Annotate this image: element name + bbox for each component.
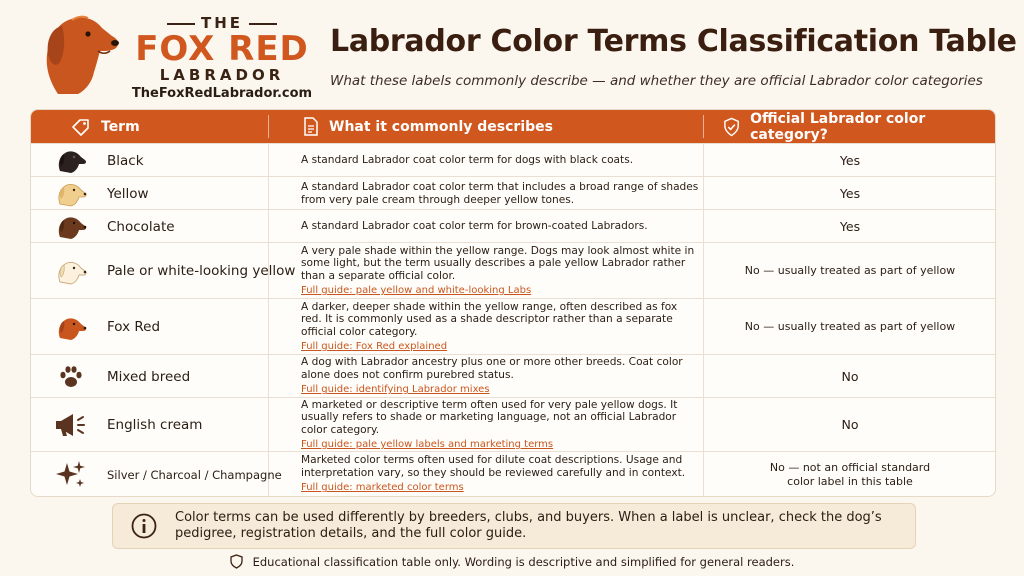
description-cell — [301, 355, 701, 398]
table-row — [31, 143, 995, 177]
description-text: A darker, deeper shade within the yellow range, often described as fox red. It is commonly used as a shade descriptor rather than a separate official color category. — [301, 300, 678, 338]
table-row — [31, 209, 995, 243]
table-row — [31, 451, 995, 497]
page-title: Labrador Color Terms Classification Table — [330, 24, 1017, 59]
table-row — [31, 397, 995, 452]
official-status: No — usually treated as part of yellow — [744, 320, 956, 333]
fox-red-lab-icon — [49, 299, 93, 355]
description-cell — [301, 144, 701, 177]
guide-link-marketed-color-terms[interactable]: Full guide: marketed color terms — [301, 482, 464, 494]
official-status: No — usually treated as part of yellow — [744, 264, 956, 277]
description-cell — [301, 398, 701, 452]
description-cell — [301, 452, 701, 497]
term-label: Yellow — [107, 185, 149, 202]
term-label: Silver / Charcoal / Champagne — [107, 467, 282, 482]
guide-link-marketing-terms[interactable]: Full guide: pale yellow labels and marketing terms — [301, 439, 554, 450]
official-status: Yes — [839, 185, 861, 201]
description-cell — [301, 210, 701, 243]
logo-url-text[interactable]: TheFoxRedLabrador.com — [131, 86, 313, 101]
description-text: A standard Labrador coat color term for brown-coated Labradors. — [301, 220, 648, 233]
table-header — [31, 110, 995, 143]
official-status: No — [841, 368, 859, 384]
shield-check-icon — [723, 117, 740, 137]
official-status: Yes — [839, 152, 861, 168]
yellow-lab-icon — [49, 177, 93, 210]
description-text: A standard Labrador coat color term for dogs with black coats. — [301, 154, 634, 167]
description-text: A standard Labrador coat color term that includes a broad range of shades from very pale cream through deeper yellow tones. — [301, 181, 699, 206]
term-label: Mixed breed — [107, 368, 191, 385]
sparkle-icon — [49, 452, 93, 497]
table-row — [31, 242, 995, 299]
chocolate-lab-icon — [49, 210, 93, 243]
color-terms-table — [30, 109, 996, 497]
term-label: Pale or white-looking yellow — [107, 263, 296, 279]
official-status: No — not an official standard color label in this table — [769, 460, 931, 488]
site-logo[interactable] — [22, 6, 313, 106]
table-row — [31, 354, 995, 398]
logo-breed-text: LABRADOR — [159, 66, 285, 84]
term-label: English cream — [107, 417, 203, 433]
fox-red-labrador-logo-icon — [28, 6, 122, 96]
guide-link-fox-red[interactable]: Full guide: Fox Red explained — [301, 341, 448, 352]
paw-icon — [49, 355, 93, 398]
note-text: Color terms can be used differently by breeders, clubs, and buyers. When a label is unclear, check the dog’s pedigree, registration details, and the full color guide. — [175, 510, 882, 541]
document-icon — [303, 117, 319, 136]
page-subtitle: What these labels commonly describe — and whether they are official Labrador color categories — [330, 73, 983, 89]
description-cell — [301, 299, 701, 355]
info-note — [112, 503, 916, 549]
description-text: Marketed color terms often used for dilute coat descriptions. Usage and interpretation vary, so they should be reviewed carefully and in context. — [301, 454, 686, 479]
guide-link-mixes[interactable]: Full guide: identifying Labrador mixes — [301, 384, 490, 396]
official-status: No — [841, 417, 859, 432]
shield-icon — [230, 554, 243, 569]
pale-yellow-lab-icon — [49, 243, 93, 299]
header-official-label: Official Labrador color category? — [750, 110, 926, 143]
description-text: A dog with Labrador ancestry plus one or more other breeds. Coat color alone does not confirm purebred status. — [301, 356, 683, 381]
header-describes-label: What it commonly describes — [329, 118, 553, 135]
header-term-label: Term — [101, 118, 140, 135]
header-term — [71, 110, 140, 143]
description-cell — [301, 177, 701, 210]
description-cell — [301, 243, 701, 299]
header-describes — [303, 110, 553, 143]
header-official — [723, 110, 995, 143]
megaphone-icon — [49, 398, 93, 452]
logo-the-text: THE — [140, 14, 304, 32]
footer — [0, 554, 1024, 569]
tag-icon — [71, 118, 91, 136]
description-text: A marketed or descriptive term often used for very pale yellow dogs. It usually refers to shade or marketing language, not an official Labrador color category. — [301, 398, 678, 436]
term-label: Black — [107, 152, 144, 169]
footer-text: Educational classification table only. Wording is descriptive and simplified for general readers. — [252, 554, 795, 569]
logo-name-text: FOX RED — [135, 29, 309, 69]
term-label: Fox Red — [107, 319, 161, 335]
term-label: Chocolate — [107, 218, 175, 235]
black-lab-icon — [49, 144, 93, 177]
info-icon — [131, 513, 157, 539]
official-status: Yes — [839, 218, 861, 234]
table-row — [31, 298, 995, 355]
guide-link-pale-yellow[interactable]: Full guide: pale yellow and white-looking Labs — [301, 285, 532, 296]
description-text: A very pale shade within the yellow range. Dogs may look almost white in some light, but the term usually describes a pale yellow Labrador rather than a separate official color. — [301, 244, 695, 282]
table-row — [31, 176, 995, 210]
